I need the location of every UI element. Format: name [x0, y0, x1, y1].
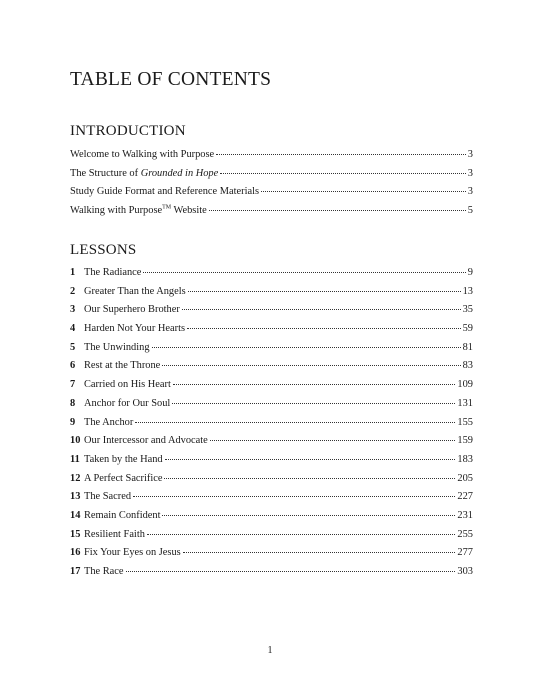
lesson-title: The Radiance — [84, 267, 142, 278]
toc-entry-structure[interactable] — [70, 165, 473, 184]
toc-entry-website[interactable] — [70, 202, 473, 221]
toc-page-number: 3 — [467, 167, 473, 179]
lesson-entry[interactable] — [70, 451, 473, 470]
book-title: Grounded in Hope — [140, 167, 219, 179]
lesson-number: 2 — [70, 285, 76, 297]
dot-leader — [220, 172, 466, 174]
toc-page-number: 159 — [457, 435, 473, 447]
toc-page-number: 83 — [462, 360, 473, 372]
lesson-title: Fix Your Eyes on Jesus — [84, 547, 181, 559]
dot-leader — [164, 477, 455, 479]
lesson-entry[interactable] — [70, 376, 473, 395]
dot-leader — [126, 570, 456, 572]
lesson-number: 13 — [70, 491, 81, 503]
lesson-number: 4 — [70, 323, 76, 335]
dot-leader — [172, 402, 455, 404]
lesson-number: 7 — [70, 379, 76, 391]
dot-leader — [209, 209, 466, 211]
lesson-number: 10 — [70, 435, 81, 447]
lesson-title: Anchor for Our Soul — [84, 397, 171, 409]
lesson-entry[interactable] — [70, 320, 473, 339]
lesson-title: Taken by the Hand — [84, 453, 163, 465]
lesson-title: Remain Confident — [84, 509, 161, 521]
toc-page-number: 277 — [457, 547, 473, 559]
lesson-title: The Race — [84, 566, 124, 577]
lesson-number: 6 — [70, 360, 76, 372]
lessons-heading: LESSONS — [70, 242, 137, 258]
introduction-list — [70, 146, 473, 221]
toc-page-number: 81 — [462, 341, 473, 353]
lesson-number: 5 — [70, 341, 76, 353]
dot-leader — [173, 383, 456, 385]
lesson-title: Harden Not Your Hearts — [84, 323, 186, 335]
dot-leader — [182, 308, 461, 310]
toc-page-number: 255 — [457, 528, 473, 540]
lesson-number: 17 — [70, 566, 81, 577]
page-title: TABLE OF CONTENTS — [70, 69, 272, 90]
lesson-number: 14 — [70, 509, 81, 521]
dot-leader — [162, 364, 460, 366]
lesson-number: 16 — [70, 547, 81, 559]
lesson-number: 1 — [70, 267, 76, 278]
toc-page-number: 303 — [457, 566, 473, 577]
lesson-title: Resilient Faith — [84, 528, 145, 540]
lesson-title: Carried on His Heart — [84, 379, 171, 391]
lesson-title: A Perfect Sacrifice — [84, 472, 163, 484]
lesson-entry[interactable] — [70, 488, 473, 507]
dot-leader — [135, 421, 455, 423]
toc-page-number: 3 — [467, 186, 473, 198]
lesson-entry[interactable] — [70, 544, 473, 563]
toc-page-number: 35 — [462, 304, 473, 316]
lesson-entry[interactable] — [70, 283, 473, 302]
dot-leader — [187, 327, 461, 329]
lesson-title: The Anchor — [84, 416, 134, 428]
toc-entry-title: The Structure of Grounded in Hope — [70, 167, 219, 179]
lesson-title: Our Intercessor and Advocate — [84, 435, 208, 447]
lesson-number: 12 — [70, 472, 81, 484]
toc-page-number: 9 — [467, 267, 473, 278]
lesson-entry[interactable] — [70, 526, 473, 545]
lesson-number: 11 — [70, 453, 80, 465]
dot-leader — [147, 533, 456, 535]
lesson-entry[interactable] — [70, 563, 473, 582]
toc-entry-title: Study Guide Format and Reference Materials — [70, 186, 259, 198]
dot-leader — [183, 551, 456, 553]
toc-page-number: 109 — [457, 379, 473, 391]
lessons-list — [70, 264, 473, 582]
toc-entry-study-guide[interactable] — [70, 183, 473, 202]
toc-page-number: 131 — [457, 397, 473, 409]
toc-entry-title: Walking with Purpose™ Website — [70, 204, 207, 217]
dot-leader — [210, 439, 456, 441]
page-number: 1 — [267, 645, 273, 656]
dot-leader — [188, 290, 461, 292]
toc-page-number: 5 — [467, 205, 473, 217]
document-page — [70, 0, 473, 694]
toc-page-number: 227 — [457, 491, 473, 503]
dot-leader — [165, 458, 456, 460]
lesson-number: 3 — [70, 304, 76, 316]
lesson-entry[interactable] — [70, 264, 473, 283]
toc-page-number: 155 — [457, 416, 473, 428]
lesson-title: Our Superhero Brother — [84, 304, 180, 316]
lesson-entry[interactable] — [70, 301, 473, 320]
toc-page-number: 13 — [462, 285, 473, 297]
toc-page-number: 3 — [467, 149, 473, 160]
lesson-title: Rest at the Throne — [84, 360, 161, 372]
lesson-number: 8 — [70, 397, 76, 409]
toc-entry-welcome[interactable] — [70, 146, 473, 165]
lesson-title: The Unwinding — [84, 341, 150, 353]
toc-entry-title: Welcome to Walking with Purpose — [70, 149, 215, 160]
dot-leader — [133, 495, 455, 497]
trademark-mark: TM — [162, 204, 172, 211]
toc-page-number: 231 — [457, 509, 473, 521]
toc-page-number: 183 — [457, 453, 473, 465]
dot-leader — [261, 190, 466, 192]
dot-leader — [143, 271, 465, 273]
dot-leader — [162, 514, 455, 516]
dot-leader — [216, 153, 466, 155]
toc-page-number: 205 — [457, 472, 473, 484]
lesson-number: 9 — [70, 416, 76, 428]
dot-leader — [152, 346, 461, 348]
lesson-entry[interactable] — [70, 357, 473, 376]
lesson-entry[interactable] — [70, 395, 473, 414]
lesson-entry[interactable] — [70, 470, 473, 489]
lesson-number: 15 — [70, 528, 81, 540]
lesson-entry[interactable] — [70, 432, 473, 451]
introduction-heading: INTRODUCTION — [70, 123, 186, 139]
lesson-title: Greater Than the Angels — [84, 285, 186, 297]
toc-page-number: 59 — [462, 323, 473, 335]
lesson-entry[interactable] — [70, 507, 473, 526]
lesson-entry[interactable] — [70, 414, 473, 433]
lesson-title: The Sacred — [84, 491, 132, 503]
lesson-entry[interactable] — [70, 339, 473, 358]
